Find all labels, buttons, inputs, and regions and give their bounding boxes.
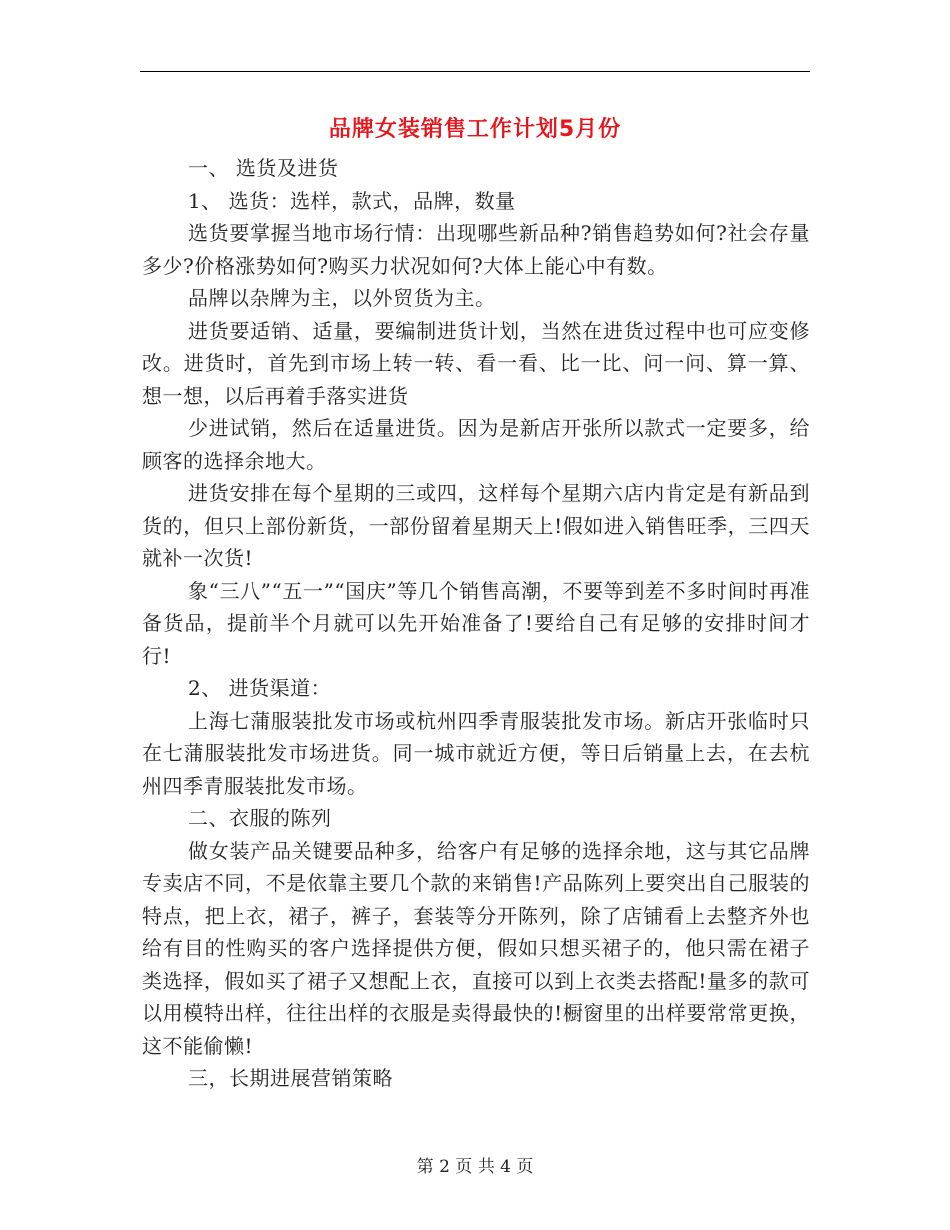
paragraph: 进货要适销、适量，要编制进货计划，当然在进货过程中也可应变修改。进货时，首先到市场上转一转、看一看、比一比、问一问、算一算、想一想，以后再着手落实进货 xyxy=(142,318,810,408)
paragraph: 品牌以杂牌为主，以外贸货为主。 xyxy=(188,286,496,310)
subheading-selection: 1、 选货：选样，款式，品牌，数量 xyxy=(188,188,516,213)
page-number: 第 2 页 共 4 页 xyxy=(416,1157,534,1177)
paragraph: 象“三八”“五一”“国庆”等几个销售高潮，不要等到差不多时间时再准备货品，提前半个月就可以先开始准备了!要给自己有足够的安排时间才行! xyxy=(142,578,810,668)
paragraph: 做女装产品关键要品种多，给客户有足够的选择余地，这与其它品牌专卖店不同，不是依靠主要几个款的来销售!产品陈列上要突出自己服装的特点，把上衣，裙子，裤子，套装等分开陈列，除了店铺看上去整齐外也给有目的性购买的客户选择提供方便，假如只想买裙子的，他只需在裙子类选择，假如买了裙子又想配上衣，直接可以到上衣类去搭配!量多的款可以用模特出样，往往出样的衣服是卖得最快的!橱窗里的出样要常常更换，这不能偷懒! xyxy=(142,838,810,1058)
paragraph: 上海七蒲服装批发市场或杭州四季青服装批发市场。新店开张临时只在七蒲服装批发市场进货。同一城市就近方便，等日后销量上去，在去杭州四季青服装批发市场。 xyxy=(142,708,810,798)
page-title: 品牌女装销售工作计划5月份 xyxy=(328,117,622,142)
document-body xyxy=(142,152,810,1095)
header-rule xyxy=(140,71,810,72)
subheading-channels: 2、 进货渠道： xyxy=(188,676,332,700)
paragraph: 进货安排在每个星期的三或四，这样每个星期六店内肯定是有新品到货的，但只上部份新货，一部份留着星期天上!假如进入销售旺季，三四天就补一次货! xyxy=(142,481,810,570)
section-heading-display: 二、衣服的陈列 xyxy=(188,806,332,830)
paragraph: 选货要掌握当地市场行情：出现哪些新品种?销售趋势如何?社会存量多少?价格涨势如何?购买力状况如何?大体上能心中有数。 xyxy=(142,221,810,278)
section-heading-strategy: 三，长期进展营销策略 xyxy=(188,1066,393,1090)
paragraph: 少进试销，然后在适量进货。因为是新店开张所以款式一定要多，给顾客的选择余地大。 xyxy=(142,416,810,473)
section-heading-purchasing: 一、 选货及进货 xyxy=(188,156,339,180)
